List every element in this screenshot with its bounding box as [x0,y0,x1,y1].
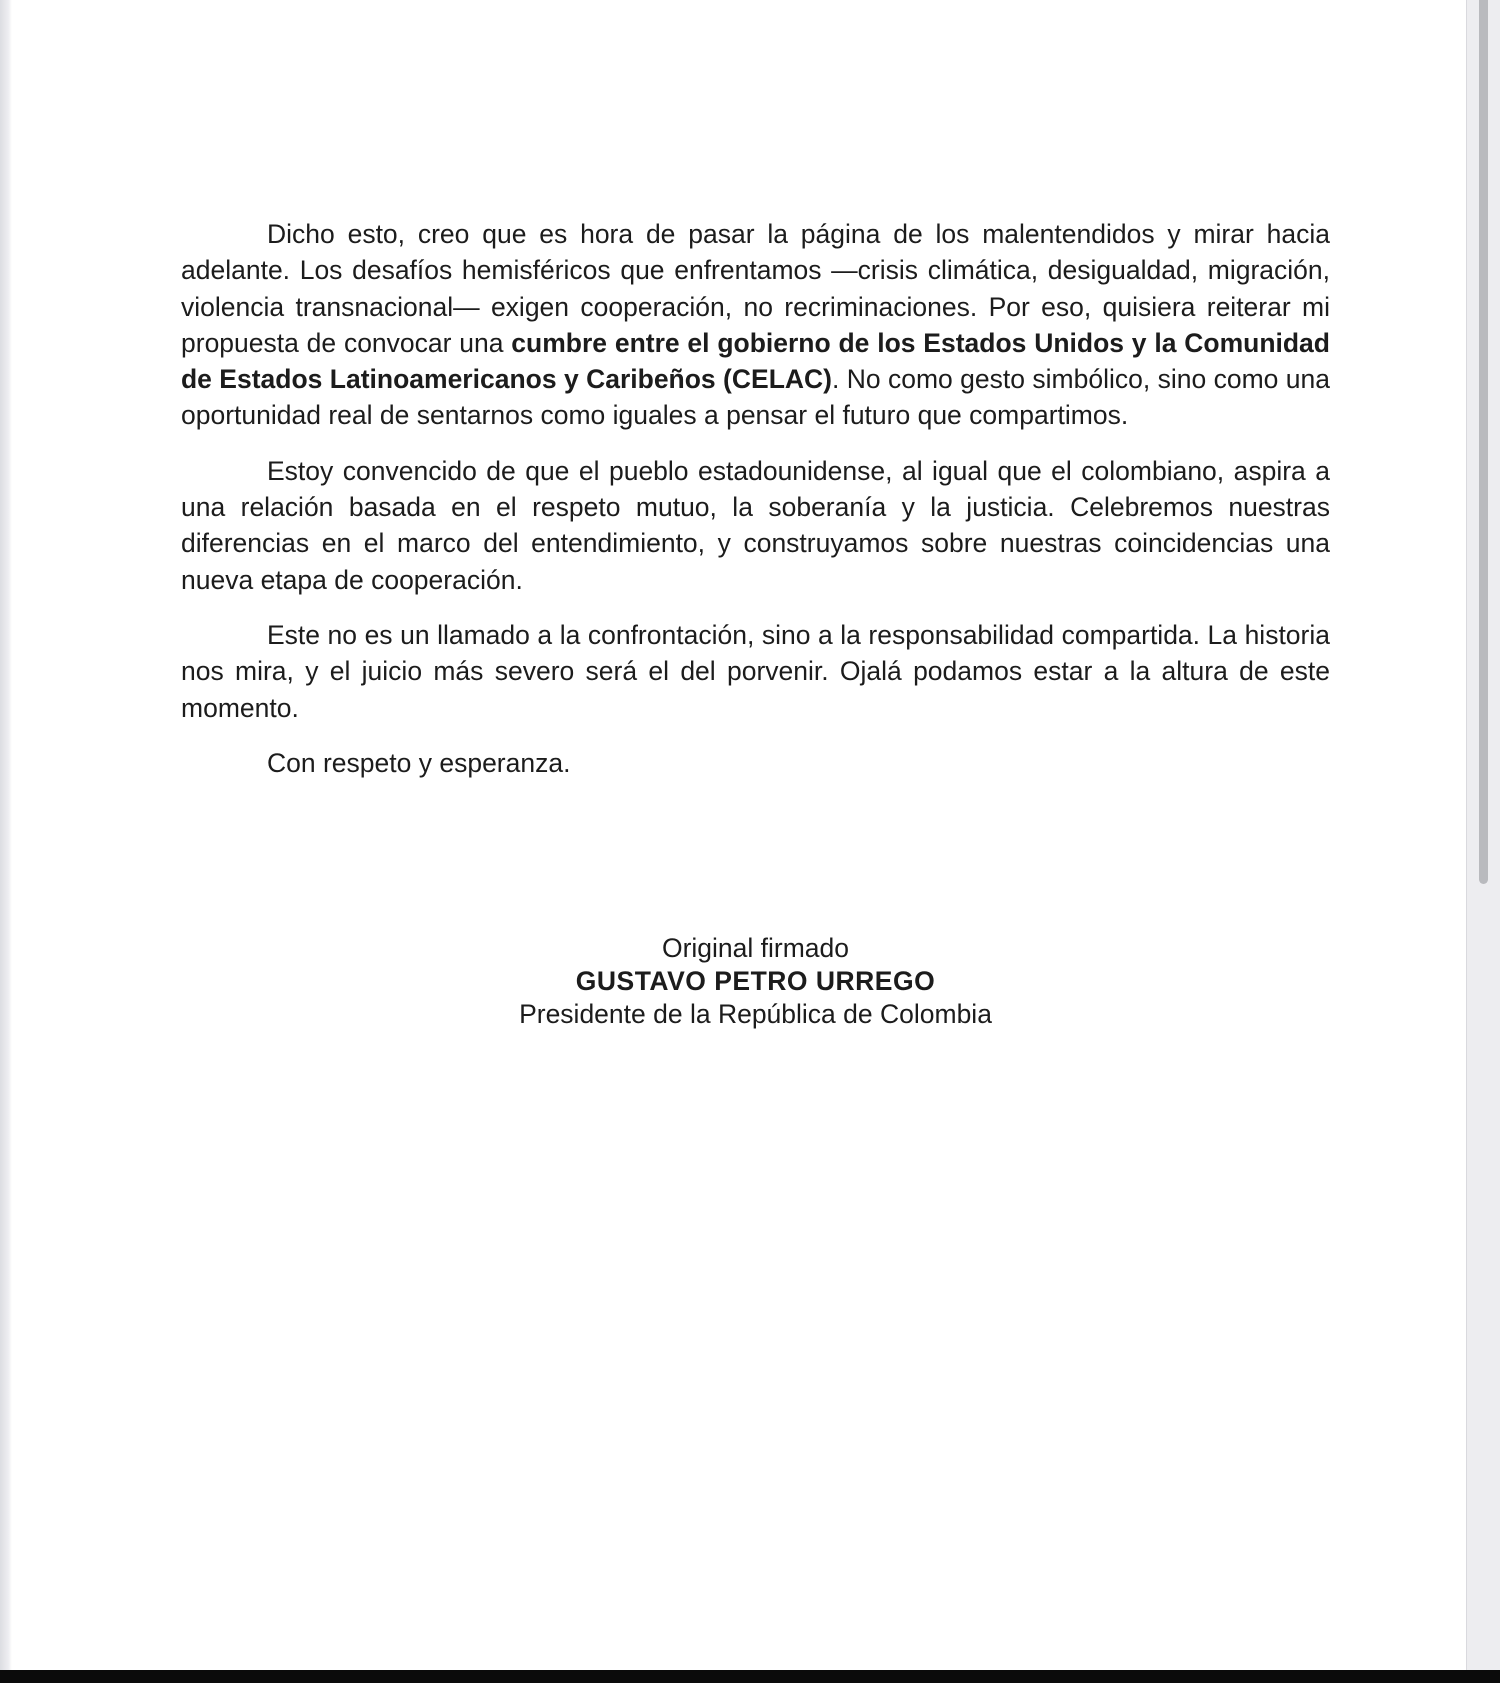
signature-note: Original firmado [661,933,850,963]
paragraph-cumbre-text: Dicho esto, creo que es hora de pasar la página de los malentendidos y mirar hacia adelante. Los desafíos hemisféricos que enfrentamos —crisis climática, desigualdad, migración, violencia transnacional— exigen cooperación, no recriminaciones. Por eso, quisiera reiterar mi propuesta de convocar una [181,219,1330,358]
signatory-name: GUSTAVO PETRO URREGO [575,966,936,996]
document-page [12,0,1466,1670]
paragraph-cumbre-bold-proposal: cumbre entre el gobierno de los Estados Unidos y la Comunidad de Estados Latinoamericanos y Caribeños (CELAC) [181,327,1330,395]
scrollbar-thumb[interactable] [1479,0,1488,884]
signature-block [181,932,1330,1031]
paragraph-cumbre [181,216,1330,434]
signatory-title: Presidente de la República de Colombia [519,999,992,1029]
letter-body [181,216,1330,781]
paragraph-cumbre-text-end: . No como gesto simbólico, sino como una oportunidad real de sentarnos como iguales a pensar el futuro que compartimos. [181,364,1330,431]
closing-line: Con respeto y esperanza. [267,747,571,778]
window-left-edge [0,0,12,1670]
paragraph-llamado: Este no es un llamado a la confrontación, sino a la responsabilidad compartida. La historia nos mira, y el juicio más severo será el del porvenir. Ojalá podamos estar a la altura de este momento. [181,619,1330,723]
paragraph-pueblo: Estoy convencido de que el pueblo estadounidense, al igual que el colombiano, aspira a una relación basada en el respeto mutuo, la soberanía y la justicia. Celebremos nuestras diferencias en el marco del entendimiento, y construyamos sobre nuestras coincidencias una nueva etapa de cooperación. [181,455,1330,595]
bottom-bar [0,1670,1500,1683]
